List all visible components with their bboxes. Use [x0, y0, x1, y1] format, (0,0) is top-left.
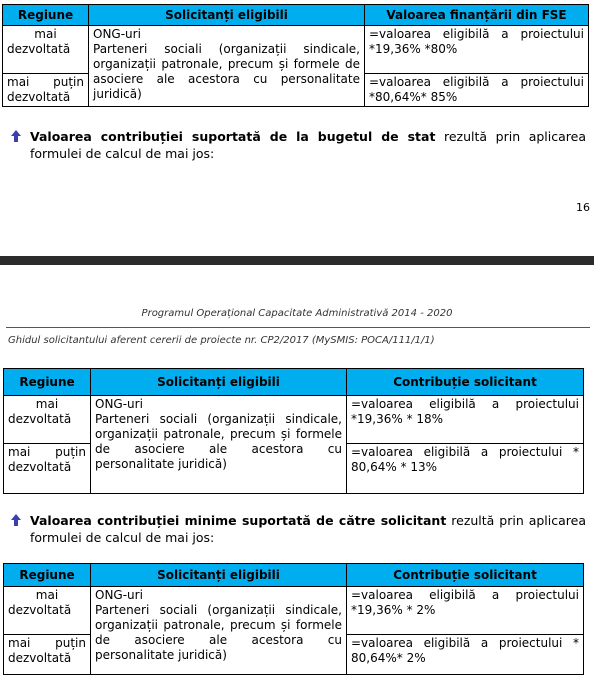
table-header-row [4, 369, 584, 396]
region-cell: mai dezvoltată [4, 396, 91, 444]
region-cell: mai puțin dezvoltată [4, 635, 91, 675]
table-row [4, 396, 584, 444]
eligible-cell: ONG-uri Parteneri sociali (organizații sindicale, organizații patronale, precum și formele de asociere ale acestora cu personalitate juridică) [91, 396, 347, 494]
bullet-text: rezultă prin aplicarea formulei de calcul de mai jos: [30, 129, 586, 161]
column-header-region: Regiune [4, 369, 91, 396]
arrow-bullet-icon [10, 513, 22, 527]
table-fse-financing [2, 4, 589, 107]
table-min-applicant-contribution [3, 563, 584, 675]
page-separator [0, 256, 594, 265]
column-header-eligible: Solicitanți eligibili [91, 564, 347, 587]
value-cell: =valoarea eligibilă a proiectului *19,36% * 18% [347, 396, 584, 444]
table-row [4, 587, 584, 635]
region-cell: mai dezvoltată [3, 26, 89, 74]
arrow-bullet-icon [10, 129, 22, 143]
region-cell: mai puțin dezvoltată [4, 444, 91, 494]
column-header-eligible: Solicitanți eligibili [91, 369, 347, 396]
table-header-row [3, 5, 589, 26]
table-header-row [4, 564, 584, 587]
column-header-value: Contribuție solicitant [347, 564, 584, 587]
program-title: Programul Operațional Capacitate Administrativă 2014 - 2020 [141, 308, 453, 319]
bullet-text: rezultă prin aplicarea formulei de calcul de mai jos: [30, 513, 586, 545]
region-cell: mai puțin dezvoltată [3, 74, 89, 107]
table-row [3, 26, 589, 74]
column-header-region: Regiune [4, 564, 91, 587]
column-header-value: Contribuție solicitant [347, 369, 584, 396]
table-applicant-contribution [3, 368, 584, 494]
header-rule [6, 327, 590, 328]
column-header-value: Valoarea finanțării din FSE [365, 5, 589, 26]
eligible-cell: ONG-uri Parteneri sociali (organizații sindicale, organizații patronale, precum și formele de asociere ale acestora cu personalitate juridică) [89, 26, 365, 107]
page-number: 16 [576, 201, 590, 214]
column-header-eligible: Solicitanți eligibili [89, 5, 365, 26]
eligible-cell: ONG-uri Parteneri sociali (organizații sindicale, organizații patronale, precum și formele de asociere ale acestora cu personalitate juridică) [91, 587, 347, 675]
value-cell: =valoarea eligibilă a proiectului *19,36% *80% [365, 26, 589, 74]
guide-title: Ghidul solicitantului aferent cererii de proiecte nr. CP2/2017 (MySMIS: POCA/111/1/1) [8, 335, 435, 346]
value-cell: =valoarea eligibilă a proiectului * 80,64% * 13% [347, 444, 584, 494]
bullet-bold-text: Valoarea contribuției minime suportată de către solicitant [30, 513, 447, 528]
column-header-region: Regiune [3, 5, 89, 26]
value-cell: =valoarea eligibilă a proiectului *19,36% * 2% [347, 587, 584, 635]
value-cell: =valoarea eligibilă a proiectului *80,64%* 85% [365, 74, 589, 107]
region-cell: mai dezvoltată [4, 587, 91, 635]
value-cell: =valoarea eligibilă a proiectului * 80,64%* 2% [347, 635, 584, 675]
bullet-bold-text: Valoarea contribuției suportată de la bugetul de stat [30, 129, 436, 144]
